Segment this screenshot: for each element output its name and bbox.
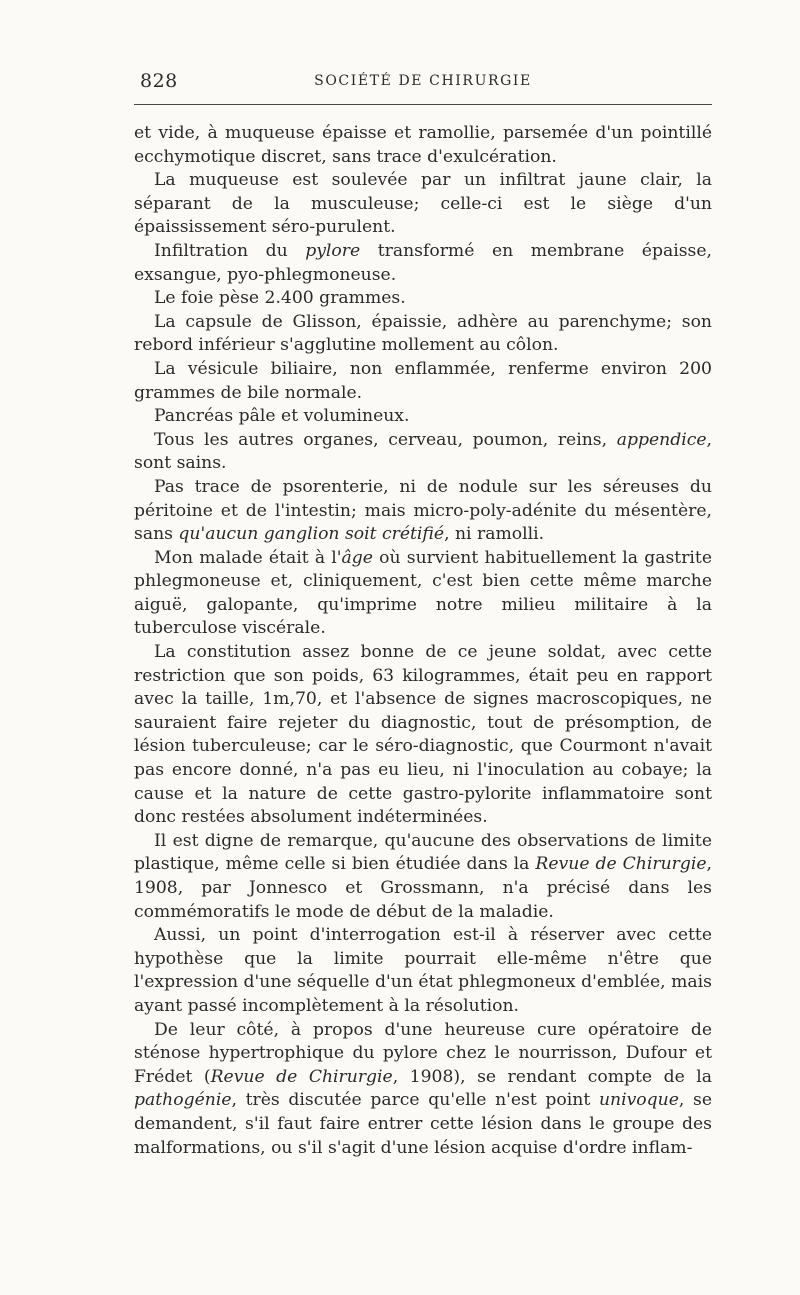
italic-term: âge: [341, 547, 373, 568]
paragraph: Tous les autres organes, cerveau, poumon, reins, appendice, sont sains.: [134, 429, 712, 474]
paragraph: La vésicule biliaire, non enflammée, renferme environ 200 grammes de bile normale.: [134, 358, 712, 403]
italic-term: univoque: [598, 1090, 679, 1111]
body-text: [134, 122, 712, 1160]
paragraph: La capsule de Glisson, épaissie, adhère au parenchyme; son rebord inférieur s'agglutine mollement au côlon.: [134, 311, 712, 356]
page-header: [134, 70, 712, 94]
italic-term: Revue de Chirurgie: [210, 1066, 393, 1087]
italic-term: pathogénie: [134, 1090, 232, 1111]
paragraph: De leur côté, à propos d'une heureuse cure opératoire de sténose hypertrophique du pylore chez le nourrisson, Dufour et Frédet (Revue de Chirurgie, 1908), se rendant compte de la pathogénie, très discutée parce qu'elle n'est point univoque, se demandent, s'il faut faire entrer cette lésion dans le groupe des malformations, ou s'il s'agit d'une lésion acquise d'ordre inflam-: [134, 1019, 712, 1158]
paragraph: et vide, à muqueuse épaisse et ramollie, parsemée d'un pointillé ecchymotique discret, sans trace d'exulcération.: [134, 123, 712, 167]
paragraph: Le foie pèse 2.400 grammes.: [154, 288, 406, 309]
paragraph: La muqueuse est soulevée par un infiltrat jaune clair, la séparant de la musculeuse; celle-ci est le siège d'un épaississement séro-purulent.: [134, 170, 712, 238]
italic-term: Revue de Chirurgie: [535, 854, 707, 875]
paragraph: Il est digne de remarque, qu'aucune des observations de limite plastique, même celle si bien étudiée dans la Revue de Chirurgie, 1908, par Jonnesco et Grossmann, n'a précisé dans les commémoratifs le mode de début de la maladie.: [134, 830, 712, 922]
paragraph: Pancréas pâle et volumineux.: [154, 406, 410, 427]
paragraph: Mon malade était à l'âge où survient habituellement la gastrite phlegmoneuse et, cliniquement, c'est bien cette même marche aiguë, galopante, qu'imprime notre milieu militaire à la tuberculose viscérale.: [134, 547, 712, 639]
paragraph: La constitution assez bonne de ce jeune soldat, avec cette restriction que son poids, 63 kilogrammes, était peu en rapport avec la taille, 1m,70, et l'absence de signes macroscopiques, ne sauraient faire rejeter du diagnostic, tout de présomption, de lésion tuberculeuse; car le séro-diagnostic, que Courmont n'avait pas encore donné, n'a pas eu lieu, ni l'inoculation au cobaye; la cause et la nature de cette gastro-pylorite inflammatoire sont donc restées absolument indéterminées.: [134, 642, 712, 828]
italic-term: appendice: [616, 429, 707, 450]
italic-term: pylore: [305, 240, 361, 261]
running-title: SOCIÉTÉ DE CHIRURGIE: [314, 73, 532, 89]
page-number: 828: [140, 70, 178, 92]
paragraph: Aussi, un point d'interrogation est-il à réserver avec cette hypothèse que la limite pourrait elle-même n'être que l'expression d'une séquelle d'un état phlegmoneux d'emblée, mais ayant passé incomplètement à la résolution.: [134, 925, 712, 1016]
header-rule: [134, 104, 712, 105]
paragraph: Infiltration du pylore transformé en membrane épaisse, exsangue, pyo-phlegmoneuse.: [134, 240, 712, 285]
paragraph: Pas trace de psorenterie, ni de nodule sur les séreuses du péritoine et de l'intestin; mais micro-poly-adénite du mésentère, sans qu'aucun ganglion soit crétifié, ni ramolli.: [134, 476, 712, 545]
italic-term: qu'aucun ganglion soit crétifié: [178, 524, 445, 545]
